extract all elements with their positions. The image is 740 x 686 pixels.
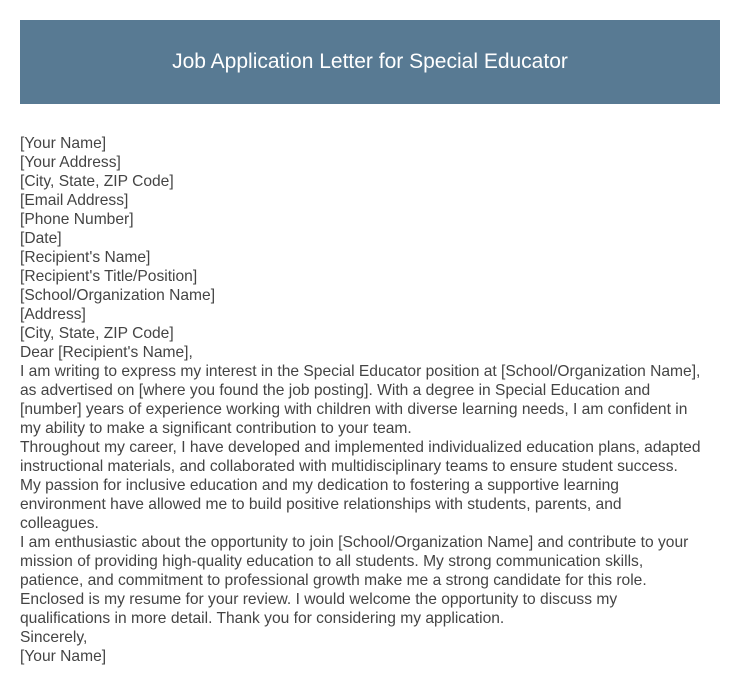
paragraph-line: patience, and commitment to professional growth make me a strong candidate for this role. — [20, 572, 647, 589]
letter-date: [Date] — [20, 230, 62, 247]
paragraph-line: qualifications in more detail. Thank you for considering my application. — [20, 610, 505, 627]
recipient-title: [Recipient's Title/Position] — [20, 268, 198, 285]
recipient-address: [Address] — [20, 306, 86, 323]
closing: Sincerely, — [20, 629, 88, 646]
paragraph-line: as advertised on [where you found the job posting]. With a degree in Special Education and — [20, 382, 651, 399]
letter-body — [20, 134, 722, 666]
paragraph-line: Throughout my career, I have developed and implemented individualized education plans, adapted — [20, 439, 701, 456]
page-title: Job Application Letter for Special Educator — [172, 50, 568, 73]
paragraph-line: I am enthusiastic about the opportunity to join [School/Organization Name] and contribute to your — [20, 534, 689, 551]
sender-city-state-zip: [City, State, ZIP Code] — [20, 173, 174, 190]
paragraph-line: I am writing to express my interest in the Special Educator position at [School/Organization Name], — [20, 363, 701, 380]
paragraph-line: [number] years of experience working with children with diverse learning needs, I am confident in — [20, 401, 688, 418]
recipient-organization: [School/Organization Name] — [20, 287, 216, 304]
paragraph-experience — [20, 438, 722, 533]
paragraph-line: My passion for inclusive education and my dedication to fostering a supportive learning — [20, 477, 619, 494]
paragraph-closing — [20, 590, 722, 628]
paragraph-line: colleagues. — [20, 515, 99, 532]
recipient-block — [20, 248, 722, 343]
paragraph-line: instructional materials, and collaborated with multidisciplinary teams to ensure student success. — [20, 458, 678, 475]
signature: [Your Name] — [20, 648, 107, 665]
recipient-name: [Recipient's Name] — [20, 249, 151, 266]
paragraph-line: my ability to make a significant contribution to your team. — [20, 420, 412, 437]
paragraph-line: environment have allowed me to build positive relationships with students, parents, and — [20, 496, 622, 513]
sender-phone: [Phone Number] — [20, 211, 134, 228]
paragraph-enthusiasm — [20, 533, 722, 590]
paragraph-line: Enclosed is my resume for your review. I would welcome the opportunity to discuss my — [20, 591, 618, 608]
sender-address: [Your Address] — [20, 154, 121, 171]
paragraph-line: mission of providing high-quality education to all students. My strong communication skills, — [20, 553, 644, 570]
sender-name: [Your Name] — [20, 135, 107, 152]
sender-block — [20, 134, 722, 248]
header-banner — [20, 20, 720, 104]
paragraph-introduction — [20, 362, 722, 438]
sender-email: [Email Address] — [20, 192, 129, 209]
salutation: Dear [Recipient's Name], — [20, 344, 193, 361]
recipient-city-state-zip: [City, State, ZIP Code] — [20, 325, 174, 342]
